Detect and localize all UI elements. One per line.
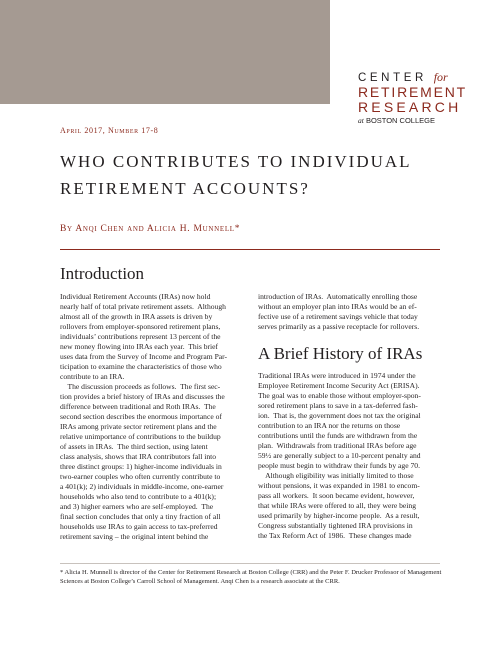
logo-for: for [433, 70, 448, 84]
title-line-1: WHO CONTRIBUTES TO INDIVIDUAL [60, 152, 412, 171]
text-line: used primarily by higher-income people. As a result, [258, 511, 420, 520]
footnote: * Alicia H. Munnell is director of the Center for Retirement Research at Boston College (CRR) and the Peter F. Drucker Professor of Management Sciences at Boston College’s Carroll School of Management. Anqi Chen is a research associate at the CRR. [60, 569, 442, 585]
text-line: Congress substantially tightened IRA provisions in [258, 521, 413, 530]
text-line: tion provides a brief history of IRAs and discusses the [60, 392, 225, 401]
text-line: second section describes the enormous importance of [60, 412, 222, 421]
logo-research: RESEARCH [358, 99, 462, 115]
column-right-top [258, 292, 419, 332]
text-line: the Tax Reform Act of 1986. These changes made [258, 531, 412, 540]
text-line: contributions until the funds are withdrawn from the [258, 431, 418, 440]
text-line: The discussion proceeds as follows. The first sec- [60, 382, 221, 391]
text-line: class analysis, shows that IRA contributors fall into [60, 452, 217, 461]
text-line: people must begin to withdraw their funds by age 70. [258, 461, 420, 470]
crr-logo [358, 70, 488, 126]
text-line: fective use of a retirement savings vehicle that today [258, 312, 418, 321]
text-line: ion. That is, the government does not tax the original [258, 411, 421, 420]
text-line: ticipation to examine the characteristics of those who [60, 362, 222, 371]
title-rule [60, 249, 440, 250]
history-heading: A Brief History of IRAs [258, 344, 423, 363]
text-line: a 401(k); 2) individuals in middle-income, one-earner [60, 482, 224, 491]
text-line: 59½ are generally subject to a 10-percent penalty and [258, 451, 421, 460]
text-line: contribute to an IRA. [60, 372, 125, 381]
text-line: two-earner couples who often currently contribute to [60, 472, 221, 481]
logo-at: at [358, 116, 364, 125]
text-line: Although eligibility was initially limited to those [258, 471, 414, 480]
text-line: nearly half of total private retirement assets. Although [60, 302, 226, 311]
intro-heading: Introduction [60, 264, 145, 283]
text-line: uses data from the Survey of Income and Program Par- [60, 352, 228, 361]
logo-center: CENTER [358, 72, 427, 84]
text-line: almost all of the growth in IRA assets is driven by [60, 312, 213, 321]
column-right [258, 371, 421, 541]
title-line-2: RETIREMENT ACCOUNTS? [60, 179, 310, 198]
text-line: households who also tend to contribute to a 401(k); [60, 492, 217, 501]
text-line: IRAs among private sector retirement plans and the [60, 422, 217, 431]
text-line: retirement saving – the original intent behind the [60, 532, 209, 541]
text-line: rollovers from employer-sponsored retirement plans, [60, 322, 221, 331]
text-line: Traditional IRAs were introduced in 1974 under the [258, 371, 416, 380]
text-line: contribution to an IRA nor the returns on those [258, 421, 401, 430]
text-line: that while IRAs were offered to all, they were being [258, 501, 417, 510]
text-line: Employee Retirement Income Security Act (ERISA). [258, 381, 420, 390]
text-line: The goal was to enable those without employer-spon- [258, 391, 421, 400]
footnote-rule [60, 563, 440, 564]
text-line: of assets in IRAs. The third section, using latent [60, 442, 208, 451]
text-line: relative unimportance of contributions to the buildup [60, 432, 221, 441]
text-line: Individual Retirement Accounts (IRAs) now hold [60, 292, 211, 301]
text-line: pass all workers. It soon became evident, however, [258, 491, 415, 500]
page-title [60, 148, 440, 202]
issue-line: April 2017, Number 17-8 [60, 126, 159, 135]
text-line: individuals’ contributions represent 13 percent of the [60, 332, 221, 341]
logo-boston-college: BOSTON COLLEGE [365, 116, 435, 125]
text-line: serves primarily as a passive receptacle for rollovers. [258, 322, 420, 331]
text-line: new money flowing into IRAs each year. This brief [60, 342, 219, 351]
logo-retirement: RETIREMENT [358, 84, 467, 100]
text-line: households use IRAs to gain access to tax-preferred [60, 522, 218, 531]
text-line: sored retirement plans to save in a tax-deferred fash- [258, 401, 418, 410]
text-line: and 3) higher earners who are self-employed. The [60, 502, 214, 511]
text-line: plan. Withdrawals from traditional IRAs before age [258, 441, 417, 450]
text-line: introduction of IRAs. Automatically enrolling those [258, 292, 418, 301]
text-line: difference between traditional and Roth IRAs. The [60, 402, 216, 411]
text-line: three distinct groups: 1) higher-income individuals in [60, 462, 222, 471]
text-line: final section concludes that only a tiny fraction of all [60, 512, 221, 521]
text-line: without an employer plan into IRAs would be an ef- [258, 302, 417, 311]
column-left [60, 292, 227, 542]
text-line: without pensions, it was expanded in 1981 to encom- [258, 481, 420, 490]
authors-line: By Anqi Chen and Alicia H. Munnell* [60, 224, 241, 234]
header-color-band [0, 0, 330, 104]
